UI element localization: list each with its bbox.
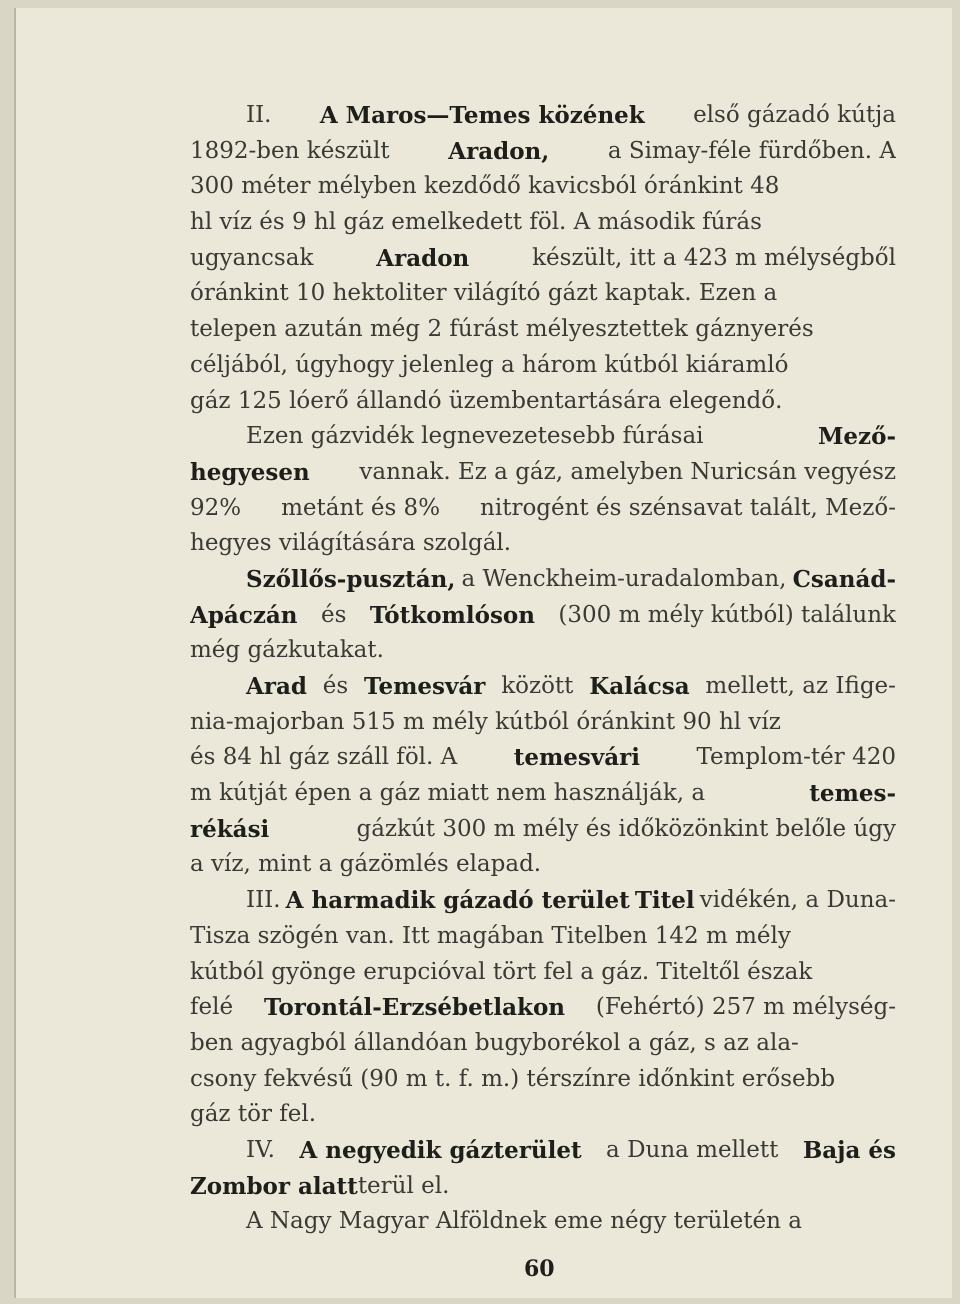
text-line (190, 134, 896, 170)
text-run: Tisza szögén van. Itt magában Titelben 142 m mély (190, 922, 791, 949)
text-line (190, 1026, 896, 1062)
bold-term: temesvári (513, 744, 641, 772)
text-run: Templom-tér 420 (696, 744, 896, 771)
text-run: telepen azután még 2 fúrást mélyesztettek gáznyerés (190, 316, 814, 343)
text-run: III. (246, 887, 281, 914)
text-run: A Nagy Magyar Alföldnek eme négy területén a (246, 1208, 802, 1235)
text-line (190, 705, 896, 741)
text-line (190, 169, 896, 205)
text-run: óránkint 10 hektoliter világító gázt kaptak. Ezen a (190, 280, 778, 307)
text-run: vidékén, a Duna- (699, 887, 896, 914)
text-line (190, 348, 896, 384)
text-line (190, 1097, 896, 1133)
bold-term: Szőllős-pusztán, (246, 565, 456, 593)
text-line (190, 883, 896, 919)
bold-term: Csanád- (792, 565, 896, 593)
text-run: hegyes világítására szolgál. (190, 530, 512, 557)
text-line (190, 419, 896, 455)
text-run: II. (246, 102, 272, 128)
text-line (190, 384, 896, 420)
text-run: (300 m mély kútból) találunk (558, 601, 896, 628)
text-line (190, 276, 896, 312)
text-line (190, 740, 896, 776)
text-line (190, 812, 896, 848)
bold-term: rékási (190, 815, 270, 843)
bold-term: Arad (246, 673, 307, 700)
text-run: gáz tör fel. (190, 1101, 317, 1128)
text-run: ugyancsak (190, 244, 314, 271)
text-line (190, 955, 896, 991)
text-line (190, 633, 896, 669)
text-run: gáz 125 lóerő állandó üzembentartására elegendő. (190, 387, 783, 414)
text-run: mellett, az Ifige- (705, 673, 896, 699)
text-run: még gázkutakat. (190, 637, 384, 664)
text-line (190, 455, 896, 491)
text-line (190, 776, 896, 812)
text-run: gázkút 300 m mély és időközönkint belőle úgy (356, 815, 896, 842)
bold-term: Mező- (817, 423, 896, 451)
text-line (190, 598, 896, 634)
book-page (14, 8, 952, 1298)
text-line (190, 1133, 896, 1169)
text-run: első gázadó kútja (693, 102, 896, 128)
text-run: metánt és 8% (281, 494, 441, 521)
text-run: ben agyagból állandóan bugyborékol a gáz, s az ala- (190, 1029, 799, 1056)
text-run: a Duna mellett (606, 1136, 779, 1163)
text-run: a Wenckheim-uradalomban, (461, 565, 787, 592)
text-line (190, 919, 896, 955)
text-run: felé (190, 994, 234, 1021)
text-line (190, 205, 896, 241)
text-line (190, 990, 896, 1026)
text-run: csony fekvésű (90 m t. f. m.) térszínre időnkint erősebb (190, 1065, 836, 1092)
text-run: 300 méter mélyben kezdődő kavicsból óránkint 48 (190, 173, 780, 200)
text-line (190, 241, 896, 277)
text-run: céljából, úgyhogy jelenleg a három kútból kiáramló (190, 351, 789, 378)
text-run: készült, itt a 423 m mélységből (532, 244, 896, 271)
page-number: 60 (524, 1256, 555, 1282)
text-line (190, 312, 896, 348)
bold-term: hegyesen (190, 458, 310, 486)
text-run: kútból gyönge erupcióval tört fel a gáz. Titeltől észak (190, 958, 813, 985)
text-run: m kútját épen a gáz miatt nem használják, a (190, 780, 706, 807)
text-run: között (501, 673, 574, 699)
text-run: és (322, 673, 349, 699)
text-line (190, 1062, 896, 1098)
text-run: nitrogént és szénsavat talált, Mező- (480, 494, 896, 521)
text-run: 92% (190, 494, 242, 521)
text-run: terül el. (357, 1172, 450, 1199)
bold-term: Baja és (802, 1136, 896, 1164)
text-line (190, 847, 896, 883)
text-line (190, 1204, 896, 1240)
text-run: nia-majorban 515 m mély kútból óránkint 90 hl víz (190, 708, 781, 735)
bold-term: A negyedik gázterület (299, 1136, 582, 1164)
bold-term: Apáczán (190, 601, 298, 629)
bold-term: A harmadik gázadó terület (285, 887, 630, 915)
bold-term: Aradon (376, 244, 470, 272)
text-run: IV. (246, 1136, 275, 1163)
text-line (190, 562, 896, 598)
bold-term: Kalácsa (589, 673, 690, 700)
bold-term: Aradon, (448, 137, 550, 165)
bold-term: Torontál-Erzsébetlakon (263, 994, 566, 1022)
text-line (190, 669, 896, 705)
text-line (190, 1169, 896, 1205)
text-run: 1892-ben készült (190, 137, 390, 164)
page-text (190, 98, 896, 1240)
text-run: a Simay-féle fürdőben. A (607, 137, 896, 164)
bold-term: temes- (809, 780, 896, 808)
text-run: hl víz és 9 hl gáz emelkedett föl. A második fúrás (190, 209, 762, 236)
text-run: vannak. Ez a gáz, amelyben Nuricsán vegyész (359, 458, 896, 485)
text-run: és (320, 601, 347, 628)
text-run: és 84 hl gáz száll föl. A (190, 744, 458, 771)
text-line (190, 98, 896, 134)
text-line (190, 491, 896, 527)
text-run: (Fehértó) 257 m mélység- (595, 994, 896, 1021)
text-run: Ezen gázvidék legnevezetesebb fúrásai (246, 423, 704, 450)
bold-term: Zombor alatt (190, 1172, 358, 1200)
bold-term: Titel (634, 887, 695, 915)
bold-term: Tótkomlóson (369, 601, 535, 629)
bold-term: A Maros—Temes közének (319, 102, 645, 129)
bold-term: Temesvár (363, 673, 486, 700)
text-line (190, 526, 896, 562)
text-run: a víz, mint a gázömlés elapad. (190, 851, 542, 878)
